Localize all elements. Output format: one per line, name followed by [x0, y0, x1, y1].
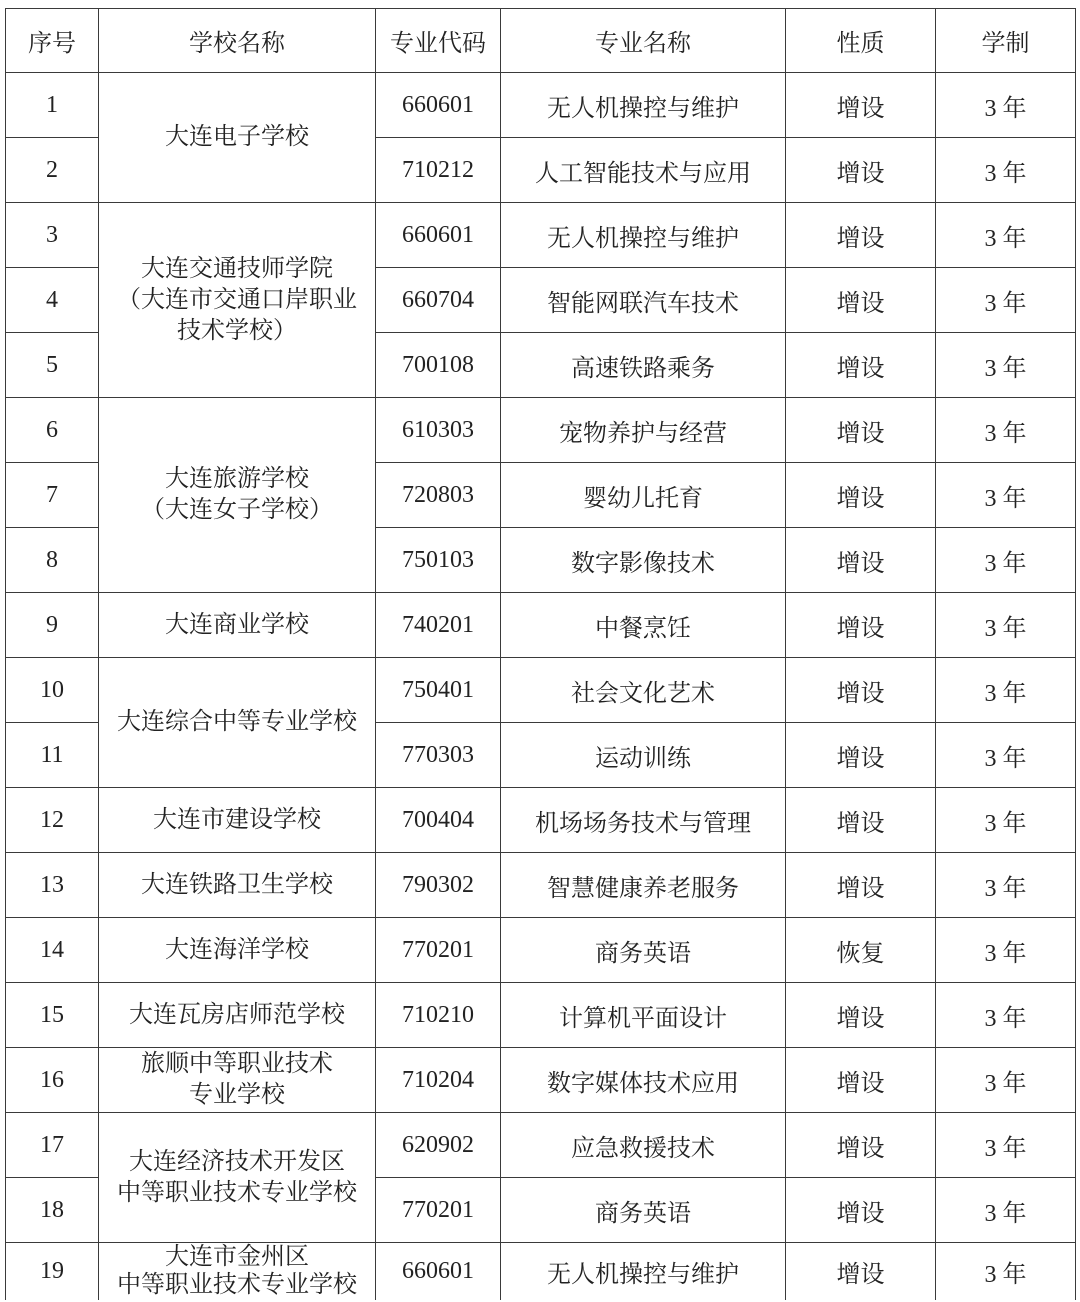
study-duration: 3 年: [936, 268, 1076, 333]
major-code: 750401: [376, 658, 501, 723]
study-duration: 3 年: [936, 528, 1076, 593]
table-row: [6, 853, 1076, 918]
row-number: 16: [6, 1048, 99, 1113]
table-row: [6, 593, 1076, 658]
major-name: 机场场务技术与管理: [501, 788, 786, 853]
major-name: 中餐烹饪: [501, 593, 786, 658]
row-number: 2: [6, 138, 99, 203]
major-code: 660704: [376, 268, 501, 333]
school-name: 大连海洋学校: [99, 918, 376, 983]
major-nature: 增设: [786, 138, 936, 203]
header-major-name: 专业名称: [501, 9, 786, 73]
major-nature: 增设: [786, 73, 936, 138]
major-code: 750103: [376, 528, 501, 593]
major-code: 790302: [376, 853, 501, 918]
major-code: 700108: [376, 333, 501, 398]
row-number: 12: [6, 788, 99, 853]
study-duration: 3 年: [936, 788, 1076, 853]
major-code: 770303: [376, 723, 501, 788]
row-number: 4: [6, 268, 99, 333]
study-duration: 3 年: [936, 73, 1076, 138]
major-nature: 增设: [786, 658, 936, 723]
header-nature: 性质: [786, 9, 936, 73]
study-duration: 3 年: [936, 1113, 1076, 1178]
major-code: 710204: [376, 1048, 501, 1113]
major-nature: 增设: [786, 723, 936, 788]
row-number: 19: [6, 1243, 99, 1300]
row-number: 11: [6, 723, 99, 788]
major-code: 770201: [376, 918, 501, 983]
major-name: 智慧健康养老服务: [501, 853, 786, 918]
row-number: 17: [6, 1113, 99, 1178]
header-school-name: 学校名称: [99, 9, 376, 73]
school-name: 大连瓦房店师范学校: [99, 983, 376, 1048]
study-duration: 3 年: [936, 203, 1076, 268]
major-name: 宠物养护与经营: [501, 398, 786, 463]
major-nature: 增设: [786, 1048, 936, 1113]
major-code: 710210: [376, 983, 501, 1048]
major-name: 计算机平面设计: [501, 983, 786, 1048]
study-duration: 3 年: [936, 983, 1076, 1048]
school-name: 大连经济技术开发区 中等职业技术专业学校: [99, 1113, 376, 1243]
row-number: 18: [6, 1178, 99, 1243]
majors-table: [5, 8, 1076, 1300]
school-name: 大连市建设学校: [99, 788, 376, 853]
school-name: 大连旅游学校 （大连女子学校）: [99, 398, 376, 593]
school-name: 大连电子学校: [99, 73, 376, 203]
school-name: 大连市金州区 中等职业技术专业学校: [99, 1243, 376, 1300]
major-code: 620902: [376, 1113, 501, 1178]
major-nature: 增设: [786, 528, 936, 593]
row-number: 15: [6, 983, 99, 1048]
row-number: 13: [6, 853, 99, 918]
major-code: 610303: [376, 398, 501, 463]
major-name: 人工智能技术与应用: [501, 138, 786, 203]
major-code: 660601: [376, 73, 501, 138]
table-row: [6, 1243, 1076, 1300]
major-name: 数字影像技术: [501, 528, 786, 593]
table-row: [6, 658, 1076, 723]
row-number: 8: [6, 528, 99, 593]
major-nature: 恢复: [786, 918, 936, 983]
header-duration: 学制: [936, 9, 1076, 73]
major-code: 740201: [376, 593, 501, 658]
study-duration: 3 年: [936, 853, 1076, 918]
table-row: [6, 788, 1076, 853]
table-row: [6, 73, 1076, 138]
school-name: 大连交通技师学院 （大连市交通口岸职业 技术学校）: [99, 203, 376, 398]
study-duration: 3 年: [936, 398, 1076, 463]
study-duration: 3 年: [936, 463, 1076, 528]
major-nature: 增设: [786, 1243, 936, 1300]
table-row: [6, 918, 1076, 983]
major-nature: 增设: [786, 788, 936, 853]
table-row: [6, 398, 1076, 463]
major-name: 无人机操控与维护: [501, 73, 786, 138]
school-name: 旅顺中等职业技术 专业学校: [99, 1048, 376, 1113]
major-nature: 增设: [786, 333, 936, 398]
study-duration: 3 年: [936, 333, 1076, 398]
major-name: 智能网联汽车技术: [501, 268, 786, 333]
table-header-row: [6, 9, 1076, 73]
study-duration: 3 年: [936, 918, 1076, 983]
study-duration: 3 年: [936, 1243, 1076, 1300]
row-number: 3: [6, 203, 99, 268]
major-code: 770201: [376, 1178, 501, 1243]
table-row: [6, 1113, 1076, 1178]
major-nature: 增设: [786, 463, 936, 528]
major-nature: 增设: [786, 983, 936, 1048]
major-code: 660601: [376, 203, 501, 268]
header-number: 序号: [6, 9, 99, 73]
major-nature: 增设: [786, 203, 936, 268]
school-name: 大连综合中等专业学校: [99, 658, 376, 788]
major-nature: 增设: [786, 593, 936, 658]
table-row: [6, 1048, 1076, 1113]
row-number: 9: [6, 593, 99, 658]
major-name: 运动训练: [501, 723, 786, 788]
major-name: 无人机操控与维护: [501, 203, 786, 268]
header-major-code: 专业代码: [376, 9, 501, 73]
row-number: 7: [6, 463, 99, 528]
school-name: 大连铁路卫生学校: [99, 853, 376, 918]
row-number: 1: [6, 73, 99, 138]
study-duration: 3 年: [936, 1178, 1076, 1243]
major-nature: 增设: [786, 853, 936, 918]
major-code: 660601: [376, 1243, 501, 1300]
major-nature: 增设: [786, 268, 936, 333]
major-name: 社会文化艺术: [501, 658, 786, 723]
major-name: 婴幼儿托育: [501, 463, 786, 528]
major-name: 商务英语: [501, 918, 786, 983]
study-duration: 3 年: [936, 593, 1076, 658]
major-nature: 增设: [786, 1113, 936, 1178]
table-row: [6, 203, 1076, 268]
study-duration: 3 年: [936, 658, 1076, 723]
major-nature: 增设: [786, 398, 936, 463]
major-name: 无人机操控与维护: [501, 1243, 786, 1300]
major-name: 商务英语: [501, 1178, 786, 1243]
major-code: 720803: [376, 463, 501, 528]
major-code: 710212: [376, 138, 501, 203]
school-name: 大连商业学校: [99, 593, 376, 658]
row-number: 5: [6, 333, 99, 398]
study-duration: 3 年: [936, 138, 1076, 203]
row-number: 14: [6, 918, 99, 983]
major-name: 数字媒体技术应用: [501, 1048, 786, 1113]
row-number: 10: [6, 658, 99, 723]
major-nature: 增设: [786, 1178, 936, 1243]
row-number: 6: [6, 398, 99, 463]
study-duration: 3 年: [936, 723, 1076, 788]
major-name: 应急救援技术: [501, 1113, 786, 1178]
table-row: [6, 983, 1076, 1048]
study-duration: 3 年: [936, 1048, 1076, 1113]
major-code: 700404: [376, 788, 501, 853]
major-name: 高速铁路乘务: [501, 333, 786, 398]
